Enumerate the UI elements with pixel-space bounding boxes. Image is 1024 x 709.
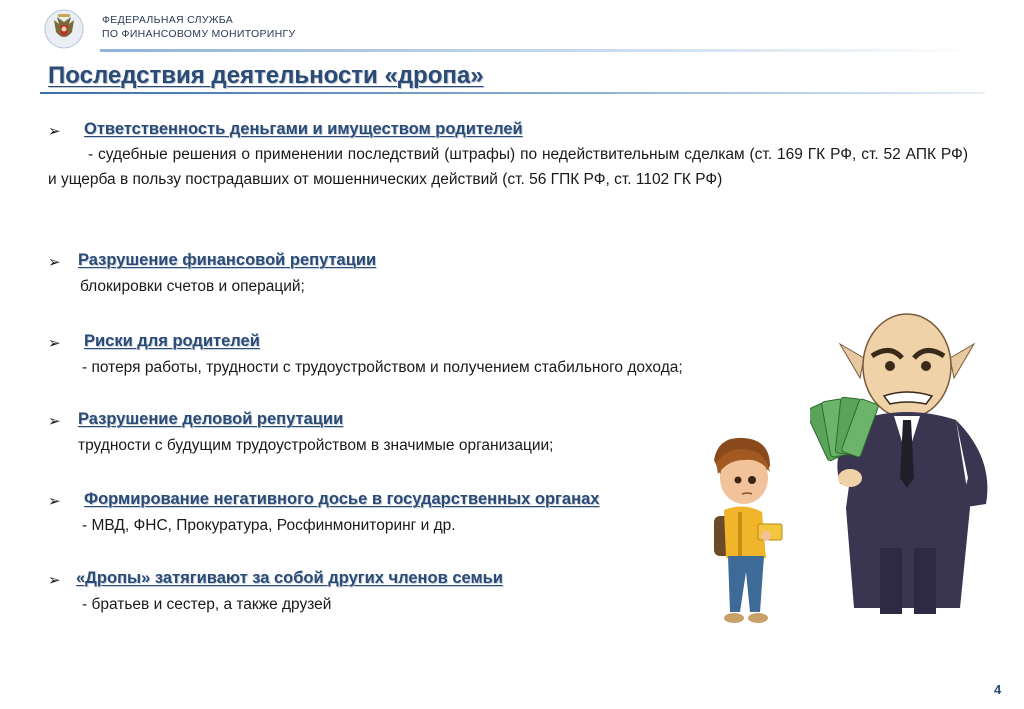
man-with-money-illustration [810,308,1005,620]
item-heading: Формирование негативного досье в государственных органах [84,490,600,508]
page-title: Последствия деятельности «дропа» [48,62,484,89]
bullet-arrow-icon: ➢ [48,254,61,271]
item-heading: Риски для родителей [84,332,260,350]
item-description: трудности с будущим трудоустройством в значимые организации; [78,437,554,454]
item-heading: Ответственность деньгами и имуществом родителей [84,120,523,138]
title-divider [40,92,985,94]
item-description: - судебные решения о применении последствий (штрафы) по недействительным сделкам (ст. 169 ГК РФ, ст. 52 АПК РФ) и ущерба в пользу пострадавших от мошеннических действий (ст. 56 ГПК РФ, ст. 1102 ГК РФ) [48,146,968,188]
item-heading: Разрушение финансовой репутации [78,251,377,269]
page-number: 4 [994,682,1002,697]
header-divider [100,49,980,52]
item-description: - братьев и сестер, а также друзей [82,596,332,613]
item-heading: «Дропы» затягивают за собой других членов семьи [76,569,503,587]
list-item [48,251,978,299]
item-heading: Разрушение деловой репутации [78,410,344,428]
bullet-arrow-icon: ➢ [48,572,61,589]
header [0,0,1024,54]
bullet-arrow-icon: ➢ [48,413,61,430]
emblem-icon [44,8,84,50]
list-item [48,120,978,192]
item-description: - потеря работы, трудности с трудоустройством и получением стабильного дохода; [82,359,683,376]
item-description: - МВД, ФНС, Прокуратура, Росфинмониторинг и др. [82,517,456,534]
item-description: блокировки счетов и операций; [80,278,305,295]
org-name-line-2: ПО ФИНАНСОВОМУ МОНИТОРИНГУ [102,28,296,40]
boy-illustration [700,432,792,628]
bullet-arrow-icon: ➢ [48,335,61,352]
org-name-line-1: ФЕДЕРАЛЬНАЯ СЛУЖБА [102,14,234,26]
bullet-arrow-icon: ➢ [48,493,61,510]
bullet-arrow-icon: ➢ [48,123,61,140]
